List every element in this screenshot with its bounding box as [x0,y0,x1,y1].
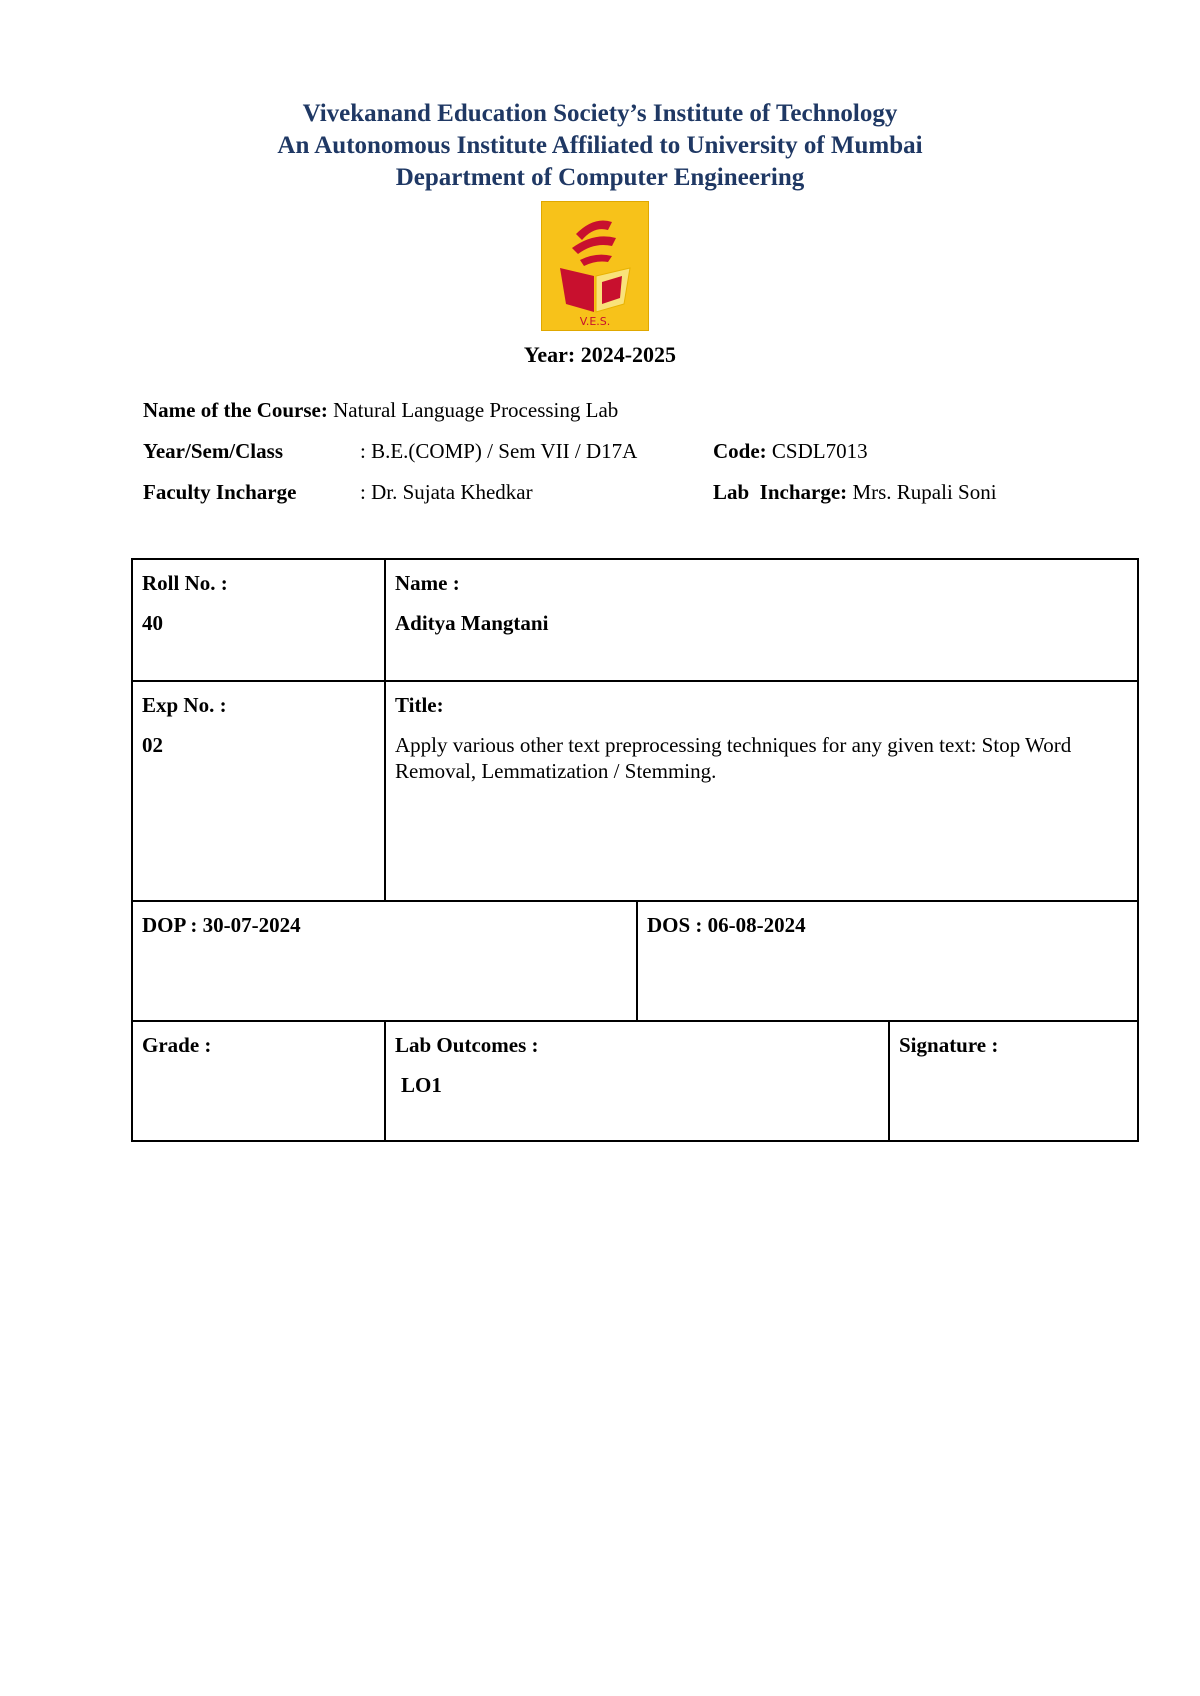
title-cell [385,681,1138,901]
roll-value: 40 [142,611,163,635]
dop-value: DOP : 30-07-2024 [142,913,301,937]
course-row [143,398,618,423]
exp-label: Exp No. : [142,693,227,717]
dos-cell [637,901,1138,1021]
outcomes-value: LO1 [401,1073,442,1097]
faculty-value: : Dr. Sujata Khedkar [360,480,533,504]
roll-label: Roll No. : [142,571,228,595]
roll-cell [132,559,385,681]
course-label: Name of the Course: [143,398,328,422]
class-label: Year/Sem/Class [143,439,283,463]
department-name: Department of Computer Engineering [395,164,805,191]
grade-cell [132,1021,385,1141]
name-cell [385,559,1138,681]
signature-cell [889,1021,1138,1141]
dop-cell [132,901,637,1021]
outcomes-cell [385,1021,889,1141]
exp-value: 02 [142,733,163,757]
submission-form-table [131,558,1139,1142]
ves-logo [541,201,649,331]
title-label: Title: [395,693,444,717]
logo-text: V.E.S. [579,315,611,328]
faculty-label: Faculty Incharge [143,480,297,504]
name-value: Aditya Mangtani [395,611,549,635]
table-row [132,901,1138,1021]
name-label: Name : [395,571,460,595]
table-row [132,1021,1138,1141]
lab-incharge-value: Mrs. Rupali Soni [852,480,997,504]
code-value: CSDL7013 [771,439,868,463]
lab-incharge-label: Lab Incharge: [713,480,848,504]
title-value: Apply various other text preprocessing techniques for any given text: Stop Word Removal, Lemmatization / Stemming. [395,733,1072,783]
exp-cell [132,681,385,901]
dos-value: DOS : 06-08-2024 [647,913,806,937]
table-row [132,681,1138,901]
institute-name: Vivekanand Education Society’s Institute of Technology [302,100,898,127]
signature-label: Signature : [899,1033,999,1057]
table-row [132,559,1138,681]
grade-label: Grade : [142,1033,212,1057]
academic-year: Year: 2024-2025 [523,342,677,367]
code-row [713,439,868,464]
affiliation-line: An Autonomous Institute Affiliated to University of Mumbai [277,132,923,159]
code-label: Code: [713,439,767,463]
course-value: Natural Language Processing Lab [333,398,619,422]
class-value: : B.E.(COMP) / Sem VII / D17A [360,439,638,463]
outcomes-label: Lab Outcomes : [395,1033,539,1057]
lab-incharge-row [713,480,997,505]
institute-header [0,98,1200,194]
